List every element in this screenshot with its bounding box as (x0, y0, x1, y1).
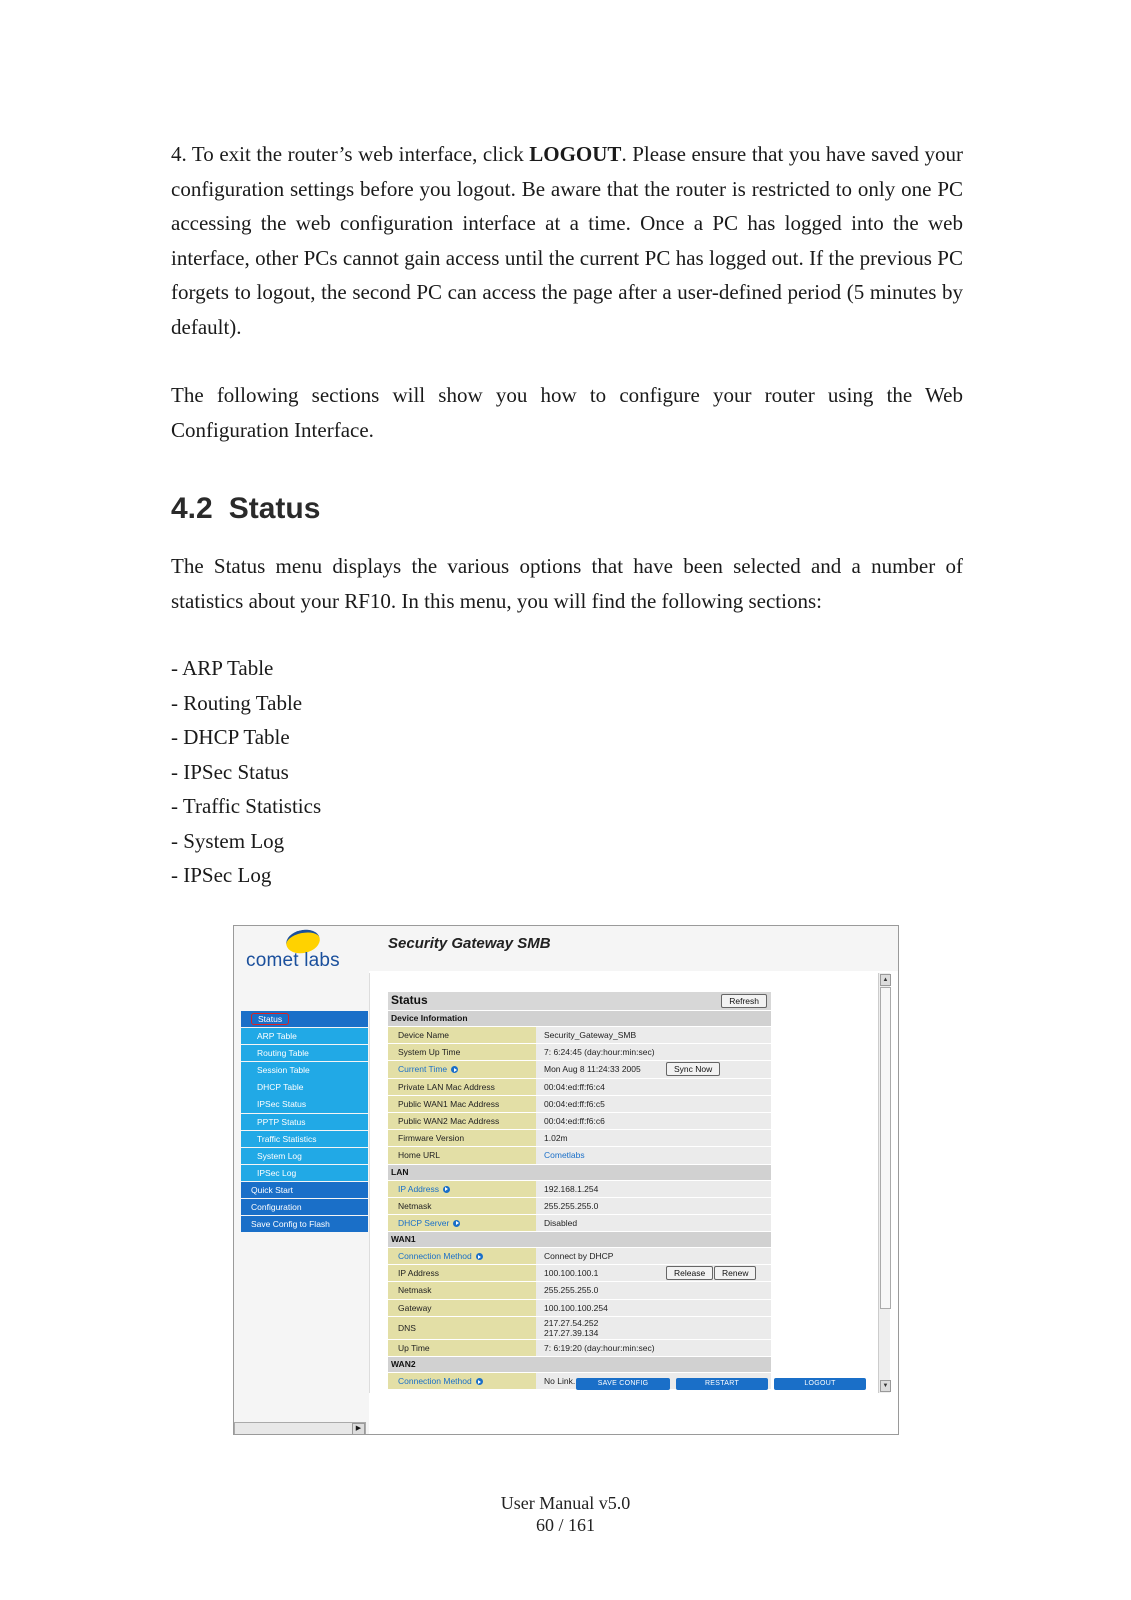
sidebar-nav (234, 971, 369, 1434)
arrow-right-icon (443, 1186, 450, 1193)
status-title: Status (391, 993, 428, 1007)
row-value (536, 1061, 771, 1077)
arrow-right-icon (476, 1253, 483, 1260)
status-panel (388, 992, 771, 1390)
row-key: DHCP Server (398, 1217, 450, 1228)
home-url-link[interactable]: Cometlabs (536, 1147, 771, 1163)
row-value: 00:04:ed:ff:f6:c5 (536, 1096, 771, 1112)
table-row (388, 1044, 771, 1061)
lan-ip-link[interactable] (388, 1181, 536, 1197)
sync-now-button[interactable]: Sync Now (666, 1062, 720, 1076)
release-button[interactable]: Release (666, 1266, 713, 1280)
row-key: Public WAN1 Mac Address (388, 1096, 536, 1112)
p2-text: The following sections will show you how to configure your router using the Web Configuration Interface. (171, 383, 963, 442)
row-key: Private LAN Mac Address (388, 1079, 536, 1095)
table-row (388, 1147, 771, 1164)
row-value: No Link. (536, 1373, 771, 1389)
sidebar-item-configuration[interactable]: Configuration (241, 1199, 368, 1215)
section-lan: LAN (388, 1165, 771, 1181)
row-value: 255.255.255.0 (536, 1282, 771, 1298)
sidebar-item-label: Status (251, 1013, 289, 1025)
row-value: 192.168.1.254 (536, 1181, 771, 1197)
restart-button[interactable]: RESTART (676, 1378, 768, 1390)
table-row (388, 1340, 771, 1357)
row-key: Connection Method (398, 1251, 472, 1262)
page-footer (0, 1492, 1131, 1536)
save-config-button[interactable]: SAVE CONFIG (576, 1378, 670, 1390)
list-item: - Routing Table (171, 690, 303, 715)
row-value: 7: 6:24:45 (day:hour:min:sec) (536, 1044, 771, 1060)
list-item: - ARP Table (171, 656, 274, 680)
sidebar-item-routing-table[interactable]: Routing Table (241, 1045, 368, 1061)
row-value (536, 1317, 771, 1339)
table-row (388, 1317, 771, 1340)
table-row (388, 1282, 771, 1299)
table-row (388, 1248, 771, 1265)
sidebar-item-save-config[interactable]: Save Config to Flash (241, 1216, 368, 1232)
row-key: Netmask (388, 1198, 536, 1214)
logout-button[interactable]: LOGOUT (774, 1378, 866, 1390)
p3-text: The Status menu displays the various options that have been selected and a number of statistics about your RF10. In this menu, you will find the following sections: (171, 554, 963, 613)
table-row (388, 1079, 771, 1096)
section-heading (171, 492, 320, 526)
paragraph-following-sections (171, 378, 963, 447)
section-number: 4.2 (171, 492, 213, 525)
status-header (388, 992, 771, 1011)
p1-text-b: . Please ensure that you have saved your configuration settings before you logout. Be aware that the router is restricted to only one PC accessing the web configuration interface at a time. Once a PC has logged into the web interface, other PCs cannot gain access until the current PC has logged out. If the previous PC forgets to logout, the second PC can access the page after a user-defined period (5 minutes by default). (171, 142, 963, 339)
paragraph-status-menu (171, 549, 963, 618)
list-item: - IPSec Status (171, 759, 289, 784)
comet-labs-logo (246, 928, 356, 976)
row-value: 7: 6:19:20 (day:hour:min:sec) (536, 1340, 771, 1356)
horizontal-scrollbar[interactable] (234, 1422, 366, 1435)
sidebar-item-traffic-statistics[interactable]: Traffic Statistics (241, 1131, 368, 1147)
row-key: Home URL (388, 1147, 536, 1163)
row-key: Gateway (388, 1300, 536, 1316)
logout-emphasis: LOGOUT (529, 142, 622, 166)
list-item: - System Log (171, 828, 285, 853)
section-wan1: WAN1 (388, 1232, 771, 1248)
table-row (388, 1113, 771, 1130)
section-title: Status (228, 492, 321, 525)
scroll-up-icon[interactable]: ▲ (880, 974, 891, 986)
section-device-information: Device Information (388, 1011, 771, 1027)
sidebar-item-session-table[interactable]: Session Table (241, 1062, 368, 1078)
list-item: - DHCP Table (171, 725, 290, 749)
sidebar-item-system-log[interactable]: System Log (241, 1148, 368, 1164)
app-title: Security Gateway SMB (388, 935, 551, 952)
sidebar-item-arp-table[interactable]: ARP Table (241, 1028, 368, 1044)
row-key: System Up Time (388, 1044, 536, 1060)
current-time-link[interactable] (388, 1061, 536, 1077)
wan1-ip-value: 100.100.100.1 (544, 1268, 599, 1279)
sidebar-item-dhcp-table[interactable]: DHCP Table (241, 1079, 368, 1095)
sidebar-item-quick-start[interactable]: Quick Start (241, 1182, 368, 1198)
row-key: Connection Method (398, 1376, 472, 1386)
vertical-scrollbar[interactable] (878, 973, 890, 1393)
list-item: - IPSec Log (171, 863, 272, 887)
page-number: 60 / 161 (535, 1515, 595, 1535)
row-value: 00:04:ed:ff:f6:c4 (536, 1079, 771, 1095)
table-row (388, 1181, 771, 1198)
row-value: Disabled (536, 1215, 771, 1231)
refresh-button[interactable]: Refresh (721, 994, 767, 1008)
table-row (388, 1061, 771, 1078)
sidebar-item-pptp-status[interactable]: PPTP Status (241, 1114, 368, 1130)
list-item: - Traffic Statistics (171, 794, 322, 818)
renew-button[interactable]: Renew (714, 1266, 756, 1280)
row-value: 00:04:ed:ff:f6:c6 (536, 1113, 771, 1129)
dhcp-server-link[interactable] (388, 1215, 536, 1231)
table-row (388, 1300, 771, 1317)
row-key: Public WAN2 Mac Address (388, 1113, 536, 1129)
row-value: 1.02m (536, 1130, 771, 1146)
dns-secondary: 217.27.39.134 (544, 1327, 599, 1338)
row-value: Connect by DHCP (536, 1248, 771, 1264)
row-value: 100.100.100.254 (536, 1300, 771, 1316)
sidebar-item-ipsec-status[interactable]: IPSec Status (241, 1096, 368, 1112)
sections-list (171, 651, 321, 893)
action-bar (576, 1378, 886, 1392)
logo-text: comet labs (246, 950, 340, 971)
row-key: Device Name (388, 1027, 536, 1043)
sidebar-item-status[interactable] (241, 1011, 368, 1027)
manual-version: User Manual v5.0 (500, 1493, 631, 1513)
arrow-right-icon (453, 1220, 460, 1227)
router-ui-screenshot (233, 925, 899, 1435)
paragraph-logout (171, 137, 963, 344)
wan2-connection-method-link[interactable] (388, 1373, 536, 1389)
row-value: Security_Gateway_SMB (536, 1027, 771, 1043)
row-key: Netmask (388, 1282, 536, 1298)
scroll-right-icon[interactable]: ▶ (352, 1423, 365, 1435)
row-key: IP Address (398, 1183, 439, 1194)
scroll-thumb[interactable] (880, 987, 891, 1309)
row-value: 255.255.255.0 (536, 1198, 771, 1214)
row-key: IP Address (388, 1265, 536, 1281)
table-row (388, 1215, 771, 1232)
row-key: DNS (388, 1317, 536, 1339)
current-time-value: Mon Aug 8 11:24:33 2005 (544, 1064, 641, 1075)
row-key: Up Time (388, 1340, 536, 1356)
app-header (234, 926, 898, 971)
table-row (388, 1130, 771, 1147)
table-row (388, 1265, 771, 1282)
dns-primary: 217.27.54.252 (544, 1317, 599, 1328)
section-wan2: WAN2 (388, 1357, 771, 1373)
table-row (388, 1027, 771, 1044)
arrow-right-icon (476, 1378, 483, 1385)
table-row (388, 1198, 771, 1215)
row-key: Current Time (398, 1064, 448, 1075)
sidebar-item-ipsec-log[interactable]: IPSec Log (241, 1165, 368, 1181)
arrow-right-icon (451, 1066, 458, 1073)
wan1-connection-method-link[interactable] (388, 1248, 536, 1264)
row-key: Firmware Version (388, 1130, 536, 1146)
row-value (536, 1265, 771, 1281)
table-row (388, 1096, 771, 1113)
scroll-down-icon[interactable]: ▼ (880, 1380, 891, 1392)
p1-text-a: 4. To exit the router’s web interface, click (171, 142, 530, 166)
